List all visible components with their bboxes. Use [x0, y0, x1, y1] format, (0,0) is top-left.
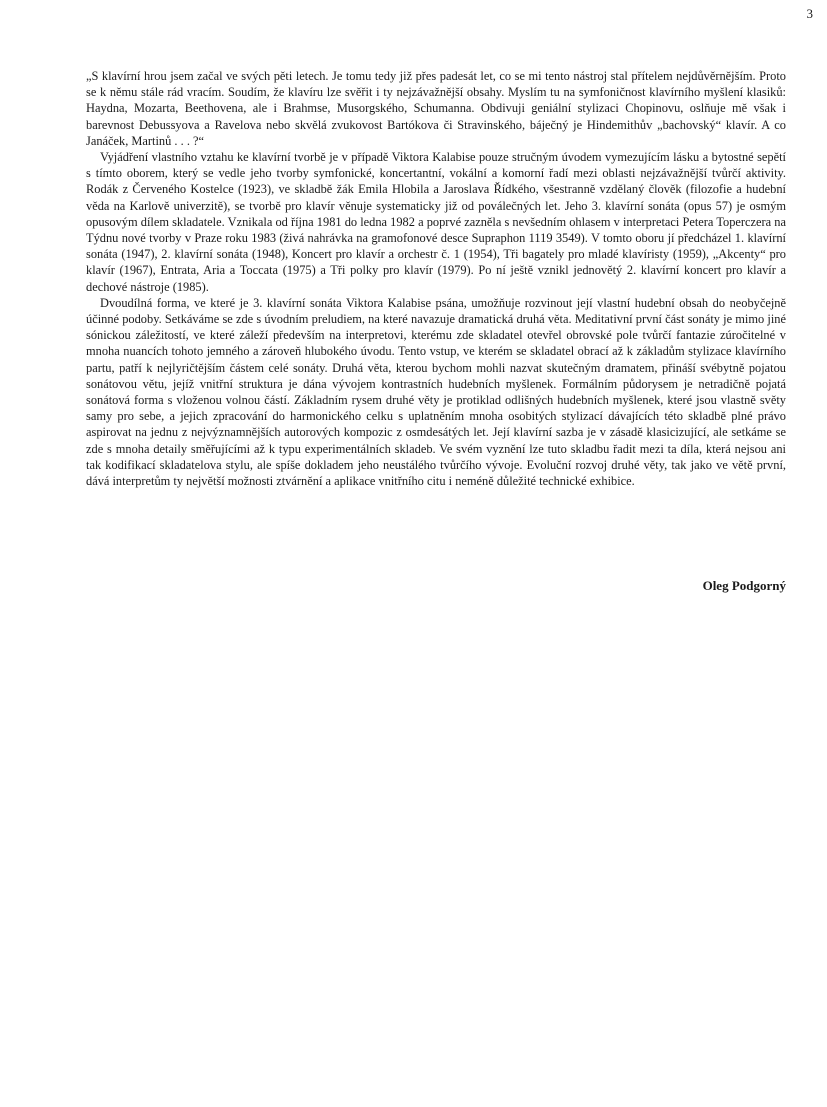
author-signature: Oleg Podgorný — [702, 578, 786, 593]
paragraph-biography: Vyjádření vlastního vztahu ke klavírní tvorbě je v případě Viktora Kalabise pouze stručným úvodem vymezujícím lásku a bytostné sepětí s tímto oborem, který se vedle jeho tvorby symfonické, koncertantní, vokální a komorní řadí mezi oblasti nejzávažnější tvůrčí aktivity. Rodák z Červeného Kostelce (1923), ve skladbě žák Emila Hlobila a Jaroslava Řídkého, všestranně vzdělaný člověk (filozofie a hudební věda na Karlově univerzitě), se tvorbě pro klavír věnuje systematicky již od poválečných let. Jeho 3. klavírní sonáta (opus 57) je osmým opusovým dílem skladatele. Vznikala od října 1981 do ledna 1982 a poprvé zazněla s nevšedním ohlasem v interpretaci Petera Toperczera na Týdnu nové tvorby v Praze roku 1983 (živá nahrávka na gramofonové desce Supraphon 1119 3549). V tomto oboru jí předcházel 1. klavírní sonáta (1947), 2. klavírní sonáta (1948), Koncert pro klavír a orchestr č. 1 (1954), Tři bagately pro mladé klavíristy (1959), „Akcenty“ pro klavír (1967), Entrata, Aria a Toccata (1975) a Tři polky pro klavír (1979). Po ní ještě vznikl jednovětý 2. klavírní koncert pro klavír a dechové nástroje (1985). — [86, 150, 786, 294]
paragraph-analysis: Dvoudílná forma, ve které je 3. klavírní sonáta Viktora Kalabise psána, umožňuje rozvinout její vlastní hudební obsah do neobyčejně účinné podoby. Setkáváme se zde s úvodním preludiem, na které navazuje dramatická druhá věta. Meditativní první část sonáty je mimo jiné sónickou záležitostí, ve které záleží především na interpretovi, kterému zde skladatel otevřel obrovské pole tvůrčí fantazie zúročitelné v mnoha nuancích tohoto jemného a zároveň hlubokého úvodu. Tento vstup, ve kterém se skladatel obrací až k základům stylizace klavírního partu, patří k nejlyričtějším částem celé sonáty. Druhá věta, kterou bychom mohli nazvat skutečným dramatem, přináší svébytně pojatou sonátovou větu, jejíž vnitřní struktura je dána vývojem kontrastních hudebních myšlenek. Formálním půdorysem je netradičně pojatá sonátová forma s vloženou volnou částí. Základním rysem druhé věty je protiklad odlišných hudebních myšlenek, které jsou vlastně světy samy pro sebe, a jejich zpracování do harmonického celku s uplatněním mnoha osobitých stylizací dávajících této skladbě plné právo aspirovat na jednu z nejvýznamnějších autorových kompozic z osmdesátých let. Její klavírní sazba je v zásadě klasicizující, ale setkáme se zde s mnoha detaily směřujícími až k typu experimentálních skladeb. Ve svém vyznění lze tuto skladbu řadit mezi ta díla, která nejsou ani tak kodifikací skladatelova stylu, ale spíše dokladem jeho neustálého tvůrčího vývoje. Evoluční rozvoj druhé věty, tak jako ve větě první, dává interpretům ty největší možnosti ztvárnění a aplikace vnitřního citu i neméně důležité technické exhibice. — [86, 295, 786, 489]
paragraph-quote: „S klavírní hrou jsem začal ve svých pěti letech. Je tomu tedy již přes padesát let, co se mi tento nástroj stal přítelem nejdůvěrnějším. Proto se k němu stále rád vracím. Soudím, že klavíru lze svěřit i ty nejzávažnější obsahy. Myslím tu na symfoničnost klavírního myšlení klasiků: Haydna, Mozarta, Beethovena, ale i Brahmse, Musorgského, Schumanna. Obdivuji geniální stylizaci Chopinovu, oslňuje mě však i barevnost Debussyova a Ravelova nebo skvělá zvukovost Bartókova či Stravinského, báječný je Hindemithův „bachovský“ klavír. A co Janáček, Martinů . . . ?“ — [86, 69, 786, 148]
page-number: 3 — [806, 6, 813, 21]
article-body — [86, 68, 786, 489]
